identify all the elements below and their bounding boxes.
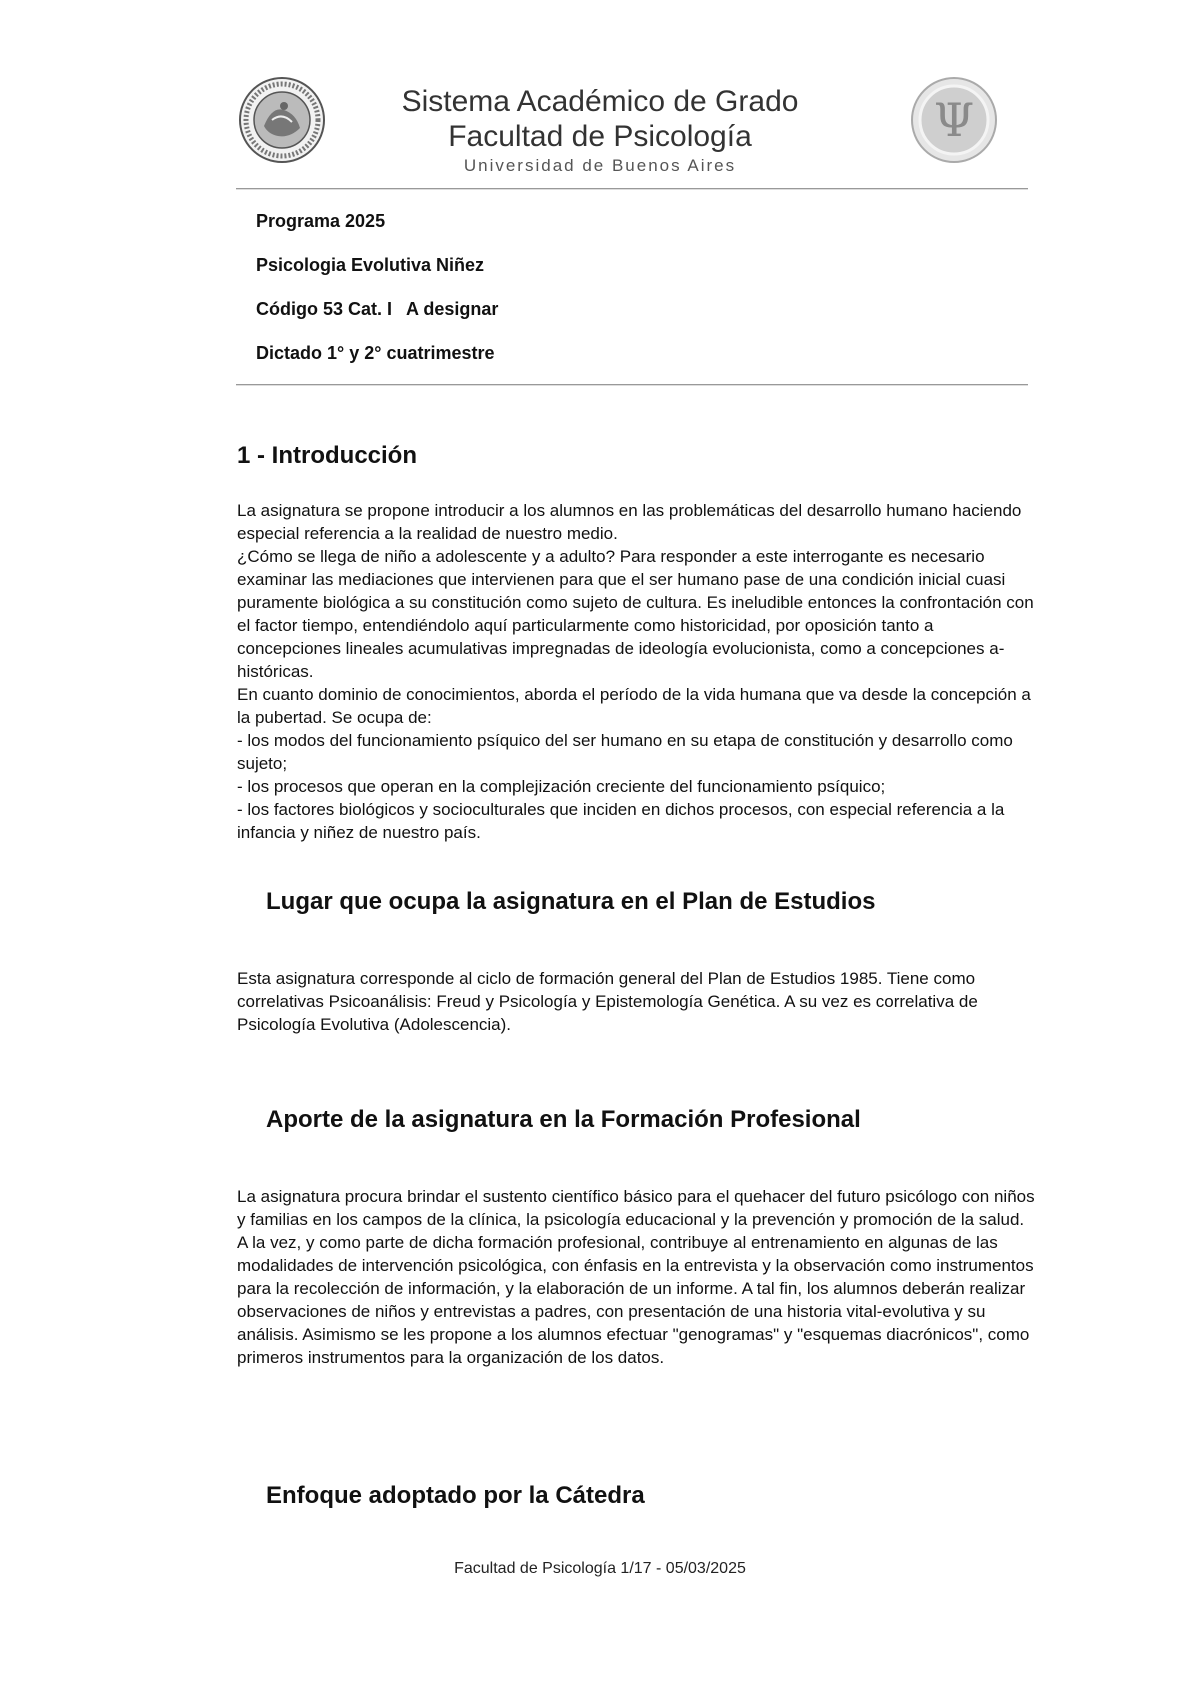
list-item: - los modos del funcionamiento psíquico del ser humano en su etapa de constitución y desarrollo como sujeto; (237, 731, 1013, 773)
paragraph: A la vez, y como parte de dicha formación profesional, contribuye al entrenamiento en algunas de las modalidades de intervención psicológica, con énfasis en la entrevista y la observación como instrumentos para la recolección de información, y la elaboración de un informe. A tal fin, los alumnos deberán realizar observaciones de niños y entrevistas a padres, con presentación de una historia vital-evolutiva y su análisis. Asimismo se les propone a los alumnos efectuar "genogramas" y "esquemas diacrónicos", como primeros instrumentos para la organización de los datos. (237, 1233, 1034, 1367)
program-year: Programa 2025 (256, 211, 386, 231)
page-footer: Facultad de Psicología 1/17 - 05/03/2025 (454, 1560, 746, 1577)
faculty-title: Facultad de Psicología (448, 120, 752, 153)
program-subject: Psicologia Evolutiva Niñez (256, 255, 485, 275)
section-body-aporte (237, 1185, 1037, 1369)
program-divider (236, 384, 1028, 386)
program-dictation: Dictado 1° y 2° cuatrimestre (256, 343, 495, 363)
list-item: - los procesos que operan en la complejización creciente del funcionamiento psíquico; (237, 777, 886, 796)
section-title-lugar: Lugar que ocupa la asignatura en el Plan de Estudios (266, 888, 876, 915)
program-code: Código 53 Cat. I (256, 299, 393, 319)
paragraph: Esta asignatura corresponde al ciclo de formación general del Plan de Estudios 1985. Tiene como correlativas Psicoanálisis: Freud y Psicología y Epistemología Genética. A su vez es correlativa de Psicología Evolutiva (Adolescencia). (237, 969, 978, 1034)
header-divider (236, 188, 1028, 190)
program-code-row (256, 299, 498, 320)
section-title-aporte: Aporte de la asignatura en la Formación Profesional (266, 1106, 861, 1133)
program-designation: A designar (406, 299, 499, 319)
paragraph: ¿Cómo se llega de niño a adolescente y a adulto? Para responder a este interrogante es necesario examinar las mediaciones que intervienen para que el ser humano pase de una condición inicial cuasi puramente biológica a su constitución como sujeto de cultura. Es ineludible entonces la confrontación con el factor tiempo, entendiéndolo aquí particularmente como historicidad, por oposición tanto a concepciones lineales acumulativas impregnadas de ideología evolucionista, como a concepciones a-históricas. (237, 547, 1034, 681)
section-body-intro (237, 499, 1037, 844)
section-body-lugar (237, 967, 1037, 1036)
system-title: Sistema Académico de Grado (401, 85, 799, 118)
paragraph: La asignatura se propone introducir a los alumnos en las problemáticas del desarrollo humano haciendo especial referencia a la realidad de nuestro medio. (237, 501, 1022, 543)
section-title-enfoque: Enfoque adoptado por la Cátedra (266, 1482, 645, 1509)
paragraph: La asignatura procura brindar el sustento científico básico para el quehacer del futuro psicólogo con niños y familias en los campos de la clínica, la psicología educacional y la prevención y promoción de la salud. (237, 1187, 1035, 1229)
psi-letter: Ψ (933, 93, 975, 147)
section-title-intro: 1 - Introducción (237, 442, 417, 469)
paragraph: En cuanto dominio de conocimientos, aborda el período de la vida humana que va desde la concepción a la pubertad. Se ocupa de: (237, 685, 1031, 727)
list-item: - los factores biológicos y socioculturales que inciden en dichos procesos, con especial referencia a la infancia y niñez de nuestro país. (237, 800, 1005, 842)
university-title: Universidad de Buenos Aires (463, 156, 737, 175)
